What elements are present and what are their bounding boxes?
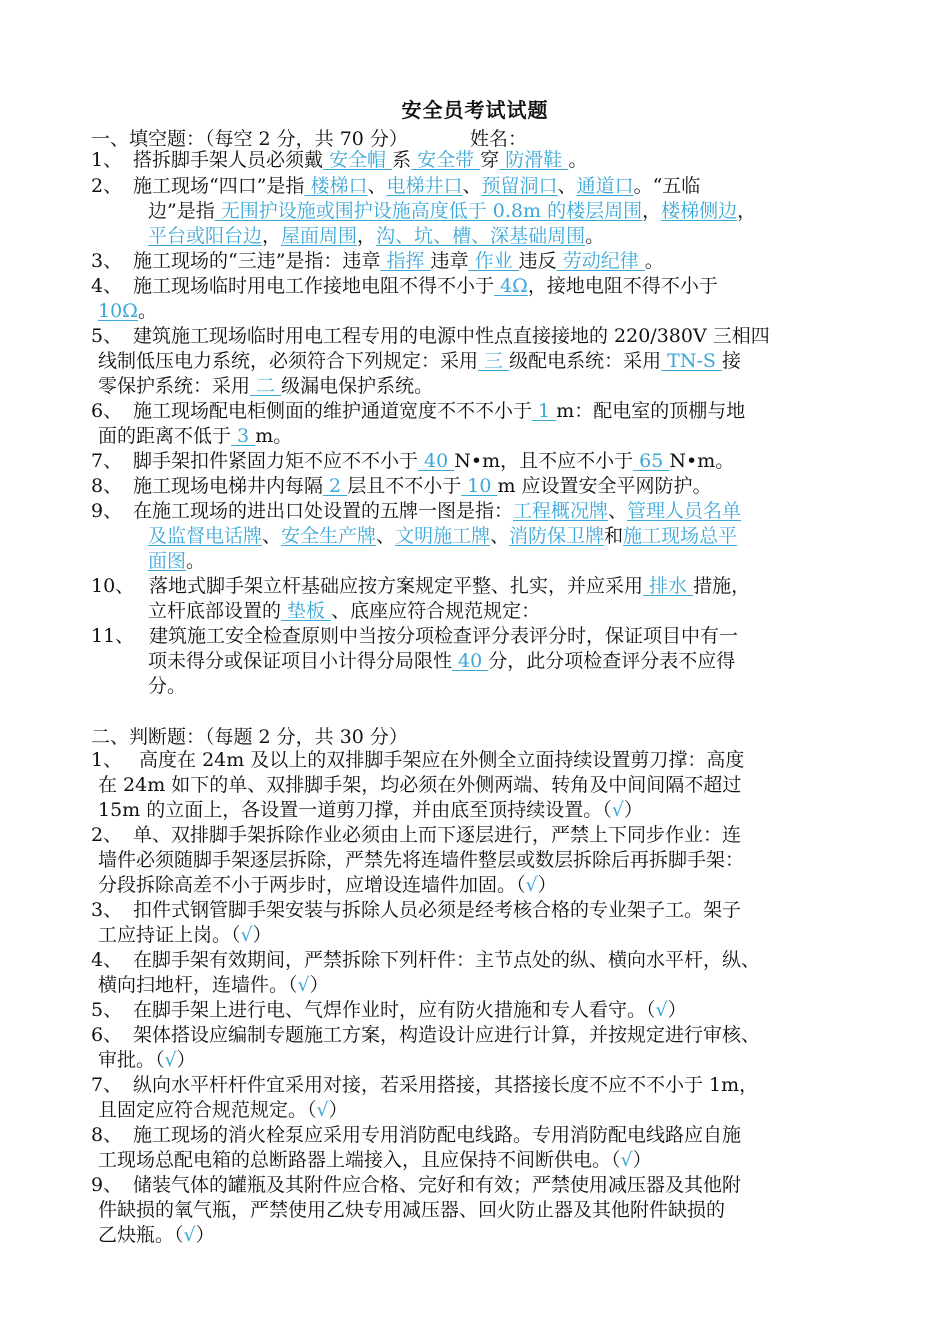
answer: 面图 (148, 550, 187, 572)
question-text: 单、双排脚手架拆除作业必须由上而下逐层进行，严禁上下同步作业：连 (133, 824, 742, 846)
question-number: 4、 (91, 275, 123, 297)
question-number: 8、 (91, 475, 123, 497)
answer: TN-S (661, 350, 722, 372)
question-text: 横向扫地杆，连墙件。（ (98, 974, 298, 996)
question-number: 2、 (91, 824, 123, 846)
judge-question-2 (91, 823, 741, 848)
name-label: 姓名： (469, 128, 527, 150)
question-text: ） (328, 1099, 348, 1121)
question-text: 系 (392, 149, 412, 171)
answer: 10 (461, 475, 498, 497)
question-text: 在脚手架上进行电、气焊作业时，应有防火措施和专人看守。（ (133, 999, 656, 1021)
answer: 施工现场总平 (623, 525, 738, 547)
fill-question-7 (91, 449, 734, 474)
question-number: 5、 (91, 325, 123, 347)
question-text: 扣件式钢管脚手架安装与拆除人员必须是经考核合格的专业架子工。架子 (133, 899, 742, 921)
question-text: 立杆底部设置的 (148, 600, 282, 622)
answer: 三 (478, 350, 510, 372)
question-text: ） (309, 974, 329, 996)
question-text: m 应设置安全平网防护。 (497, 475, 712, 497)
judge-question-6-line-2 (98, 1048, 196, 1073)
fill-question-6-line-2 (98, 424, 292, 449)
question-text: 。 (585, 225, 605, 247)
answer: 无围护设施或围护设施高度低于 0.8m 的楼层周围 (214, 200, 643, 222)
fill-question-5 (91, 324, 770, 349)
answer: 2 (323, 475, 348, 497)
question-text: 分段拆除高差不小于两步时，应增设连墙件加固。（ (98, 874, 526, 896)
fill-question-11-line-3 (148, 674, 186, 699)
check-mark: √ (525, 874, 538, 896)
question-text: 、底座应符合规范规定： (331, 600, 541, 622)
question-text: ， (642, 200, 662, 222)
question-text: 施工现场的“三违”是指：违章 (133, 250, 381, 272)
fill-question-1 (91, 148, 587, 173)
judge-question-5 (91, 998, 687, 1023)
answer: 4Ω (494, 275, 528, 297)
question-number: 10、 (91, 575, 135, 597)
answer: 沟、坑、槽、深基础周围 (376, 225, 586, 247)
fill-question-5-line-3 (98, 374, 433, 399)
judge-question-6 (91, 1023, 760, 1048)
check-mark: √ (183, 1224, 196, 1246)
question-text: ， (737, 200, 757, 222)
answer: 安全生产牌 (281, 525, 377, 547)
question-number: 8、 (91, 1124, 123, 1146)
question-text: 接 (721, 350, 741, 372)
question-text: ） (632, 1149, 652, 1171)
check-mark: √ (164, 1049, 177, 1071)
question-text: 和 (604, 525, 624, 547)
fill-question-10-line-2 (148, 599, 540, 624)
question-text: 边”是指 (148, 200, 215, 222)
judge-question-3-line-2 (98, 923, 272, 948)
question-text: ） (623, 799, 643, 821)
judge-question-1-line-3 (98, 798, 643, 823)
answer: 40 (418, 450, 455, 472)
fill-question-5-line-2 (98, 349, 741, 374)
question-text: 架体搭设应编制专题施工方案，构造设计应进行计算，并按规定进行审核、 (133, 1024, 761, 1046)
question-text: 施工现场电梯井内每隔 (133, 475, 324, 497)
question-text: 且固定应符合规范规定。（ (98, 1099, 317, 1121)
answer: 作业 (468, 250, 519, 272)
question-text: 穿 (480, 149, 500, 171)
judge-question-8 (91, 1123, 741, 1148)
question-text: 脚手架扣件紧固力矩不应不不小于 (133, 450, 419, 472)
question-text: ， (357, 225, 377, 247)
question-number: 11、 (91, 625, 135, 647)
judge-question-7 (91, 1073, 758, 1098)
judge-question-9-line-3 (98, 1223, 215, 1248)
judge-question-1-line-2: 在 24m 如下的单、双排脚手架，均必须在外侧两端、转角及中间间隔不超过 (98, 774, 742, 796)
fill-question-2-line-2 (148, 199, 756, 224)
fill-question-11 (91, 624, 738, 649)
answer: 安全带 (411, 149, 481, 171)
fill-question-6 (91, 399, 745, 424)
answer: 管理人员名单 (627, 500, 742, 522)
answer: 排水 (643, 575, 694, 597)
question-text: 储装气体的罐瓶及其附件应合格、完好和有效；严禁使用减压器及其他附 (133, 1174, 742, 1196)
answer: 防滑鞋 (499, 149, 569, 171)
question-number: 3、 (91, 899, 123, 921)
question-text: 在施工现场的进出口处设置的五牌一图是指： (133, 500, 514, 522)
question-text: 、 (490, 525, 510, 547)
question-text: N•m，且不应不小于 (454, 450, 634, 472)
question-text: 搭拆脚手架人员必须戴 (133, 149, 324, 171)
question-text: 项未得分或保证项目小计得分局限性 (148, 650, 453, 672)
question-text: ，接地电阻不得不小于 (527, 275, 718, 297)
question-number: 5、 (91, 999, 123, 1021)
fill-question-2 (91, 174, 700, 199)
question-text: 分，此分项检查评分表不应得 (488, 650, 736, 672)
question-text: 施工现场配电柜侧面的维护通道宽度不不不小于 (133, 400, 533, 422)
question-text: ） (667, 999, 687, 1021)
answer: 预留洞口 (481, 175, 558, 197)
judge-question-9-line-2: 件缺损的氧气瓶，严禁使用乙炔专用减压器、回火防止器及其他附件缺损的 (98, 1199, 726, 1221)
section1-heading (91, 124, 527, 151)
answer: 10Ω (98, 300, 138, 322)
answer: 楼梯侧边 (661, 200, 738, 222)
question-text: 。 (644, 250, 664, 272)
question-text: 。“五临 (633, 175, 701, 197)
question-number: 3、 (91, 250, 123, 272)
question-number: 9、 (91, 500, 123, 522)
question-text: 高度在 24m 及以上的双排脚手架应在外侧全立面持续设置剪刀撑：高度 (133, 749, 745, 771)
question-text: 在脚手架有效期间，严禁拆除下列杆件：主节点处的纵、横向水平杆，纵、 (133, 949, 761, 971)
check-mark: √ (316, 1099, 329, 1121)
answer: 电梯井口 (386, 175, 463, 197)
check-mark: √ (297, 974, 310, 996)
question-text: 乙炔瓶。（ (98, 1224, 184, 1246)
question-text: m：配电室的顶棚与地 (556, 400, 746, 422)
answer: 工程概况牌 (513, 500, 609, 522)
question-text: ） (537, 874, 557, 896)
check-mark: √ (240, 924, 253, 946)
answer: 40 (452, 650, 489, 672)
question-number: 7、 (91, 450, 123, 472)
judge-question-3 (91, 898, 741, 923)
question-text: 级配电系统：采用 (509, 350, 662, 372)
question-text: 零保护系统：采用 (98, 375, 251, 397)
check-mark: √ (655, 999, 668, 1021)
question-number: 2、 (91, 175, 123, 197)
judge-question-9 (91, 1173, 741, 1198)
check-mark: √ (611, 799, 624, 821)
question-number: 7、 (91, 1074, 123, 1096)
question-text: 、 (262, 525, 282, 547)
fill-question-3 (91, 249, 664, 274)
question-text: ） (252, 924, 272, 946)
question-text: 施工现场临时用电工作接地电阻不得不小于 (133, 275, 495, 297)
question-number: 6、 (91, 1024, 123, 1046)
answer: 垫板 (281, 600, 332, 622)
question-text: 纵向水平杆杆件宜采用对接，若采用搭接，其搭接长度不应不不小于 1m， (133, 1074, 759, 1096)
answer: 65 (633, 450, 670, 472)
question-text: m。 (255, 425, 293, 447)
answer: 指挥 (380, 250, 431, 272)
judge-question-7-line-2 (98, 1098, 348, 1123)
answer: 安全帽 (323, 149, 393, 171)
answer: 通道口 (576, 175, 634, 197)
fill-question-10 (91, 574, 750, 599)
answer: 平台或阳台边 (148, 225, 263, 247)
answer: 消防保卫牌 (509, 525, 605, 547)
question-text: 。 (137, 300, 157, 322)
answer: 屋面周围 (281, 225, 358, 247)
fill-question-11-line-2 (148, 649, 735, 674)
fill-question-9-line-2 (148, 524, 737, 549)
question-text: 15m 的立面上，各设置一道剪刀撑，并由底至顶持续设置。（ (98, 799, 612, 821)
fill-question-2-line-3 (148, 224, 604, 249)
question-number: 6、 (91, 400, 123, 422)
question-number: 1、 (91, 749, 123, 771)
fill-question-8 (91, 474, 712, 499)
question-text: 、 (462, 175, 482, 197)
question-text: 工现场总配电箱的总断路器上端接入，且应保持不间断供电。（ (98, 1149, 621, 1171)
question-text: 级漏电保护系统。 (281, 375, 434, 397)
section2-heading: 二、判断题：（每题 2 分，共 30 分） (91, 726, 408, 748)
judge-question-4-line-2 (98, 973, 329, 998)
check-mark: √ (620, 1149, 633, 1171)
page-title: 安全员考试试题 (401, 98, 549, 122)
question-text: 、 (557, 175, 577, 197)
question-text: 。 (568, 149, 588, 171)
question-text: 线制低压电力系统，必须符合下列规定：采用 (98, 350, 479, 372)
judge-question-4 (91, 948, 760, 973)
question-text: 、 (376, 525, 396, 547)
question-text: 层且不不小于 (347, 475, 462, 497)
question-text: ， (262, 225, 282, 247)
answer: 及监督电话牌 (148, 525, 263, 547)
fill-question-9-line-3 (148, 549, 205, 574)
question-number: 1、 (91, 149, 123, 171)
fill-question-9 (91, 499, 741, 524)
question-text: 建筑施工安全检查原则中当按分项检查评分表评分时，保证项目中有一 (149, 625, 739, 647)
question-text: 施工现场“四口”是指 (133, 175, 305, 197)
question-text: 审批。（ (98, 1049, 165, 1071)
question-text: 分。 (148, 675, 187, 697)
question-text: 违章 (430, 250, 469, 272)
question-number: 9、 (91, 1174, 123, 1196)
judge-question-2-line-3 (98, 873, 557, 898)
answer: 二 (250, 375, 282, 397)
answer: 1 (532, 400, 557, 422)
answer: 文明施工牌 (395, 525, 491, 547)
question-text: 、 (608, 500, 628, 522)
question-text: 、 (367, 175, 387, 197)
answer: 劳动纪律 (556, 250, 645, 272)
fill-question-4 (91, 274, 718, 299)
judge-question-1 (91, 748, 744, 773)
judge-question-8-line-2 (98, 1148, 652, 1173)
question-text: 措施， (693, 575, 751, 597)
question-number: 4、 (91, 949, 123, 971)
section1-heading-text: 一、填空题：（每空 2 分，共 70 分） (91, 128, 408, 150)
question-text: 落地式脚手架立杆基础应按方案规定平整、扎实，并应采用 (149, 575, 644, 597)
question-text: 面的距离不低于 (98, 425, 232, 447)
question-text: 工应持证上岗。（ (98, 924, 241, 946)
question-text: ） (195, 1224, 215, 1246)
question-text: 违反 (518, 250, 557, 272)
question-text: 施工现场的消火栓泵应采用专用消防配电线路。专用消防配电线路应自施 (133, 1124, 742, 1146)
question-text: ） (176, 1049, 196, 1071)
fill-question-4-line-2 (98, 299, 157, 324)
question-text: 。 (186, 550, 206, 572)
question-text: N•m。 (669, 450, 735, 472)
answer: 楼梯口 (304, 175, 368, 197)
judge-question-2-line-2: 墙件必须随脚手架逐层拆除，严禁先将连墙件整层或数层拆除后再拆脚手架： (98, 849, 745, 871)
answer: 3 (231, 425, 256, 447)
question-text: 建筑施工现场临时用电工程专用的电源中性点直接接地的 220/380V 三相四 (133, 325, 770, 347)
